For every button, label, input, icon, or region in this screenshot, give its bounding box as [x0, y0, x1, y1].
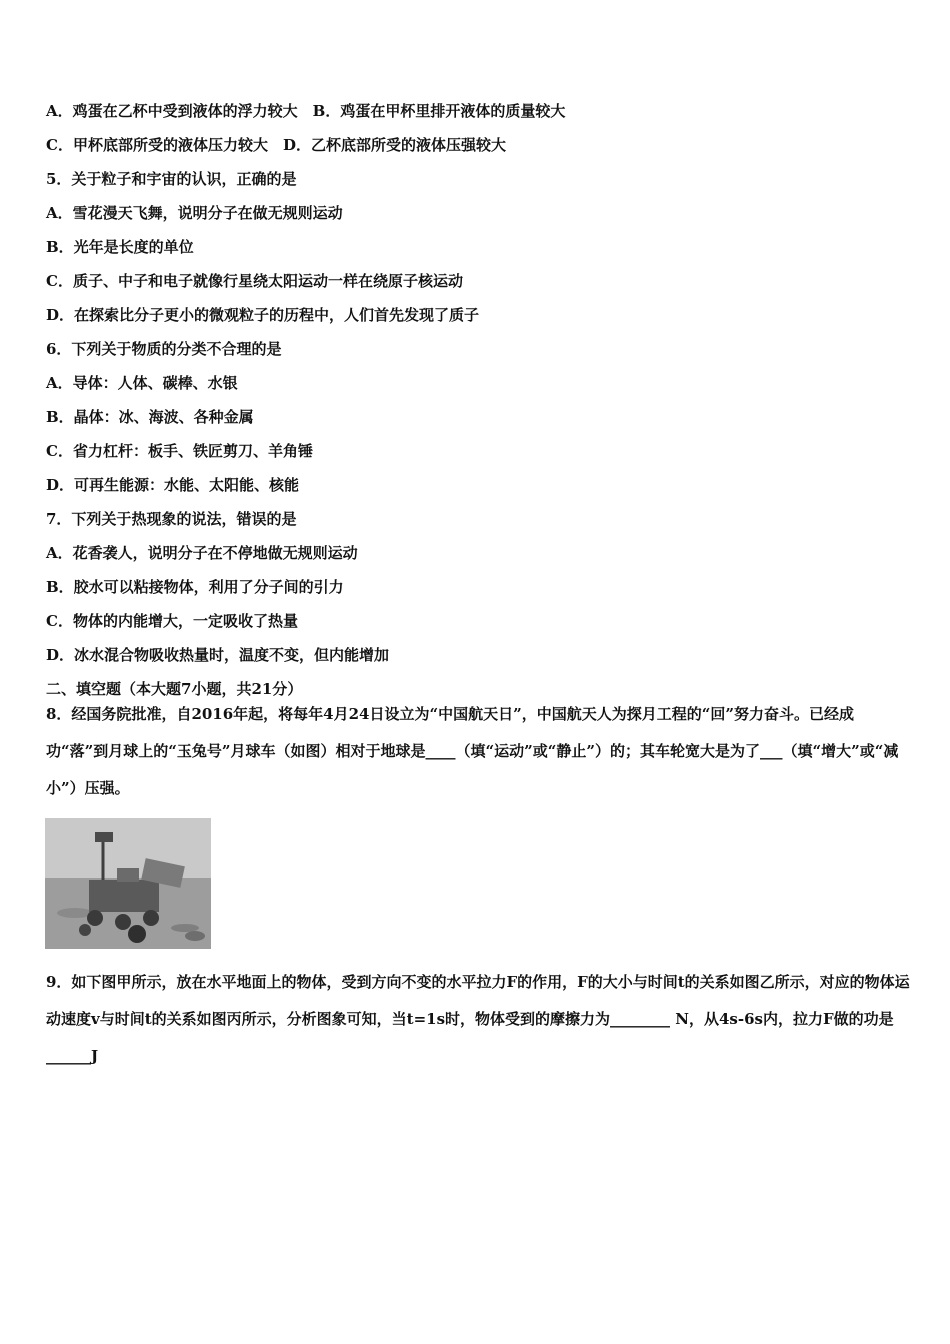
q7-option-c: C．物体的内能增大，一定吸收了热量: [46, 612, 298, 630]
q6-stem: 6．下列关于物质的分类不合理的是: [46, 340, 282, 358]
q4-options-line-2: C．甲杯底部所受的液体压力较大 D．乙杯底部所受的液体压强较大: [46, 136, 506, 154]
rover-photo: [45, 818, 211, 949]
section-heading: 二、填空题（本大题7小题，共21分）: [46, 680, 303, 698]
q7-option-b: B．胶水可以粘接物体，利用了分子间的引力: [46, 578, 344, 596]
q5-option-c: C．质子、中子和电子就像行星绕太阳运动一样在绕原子核运动: [46, 272, 463, 290]
q7-option-d: D．冰水混合物吸收热量时，温度不变，但内能增加: [46, 646, 390, 664]
q7-stem: 7．下列关于热现象的说法，错误的是: [46, 510, 297, 528]
q8-text: 8．经国务院批准，自2016年起，将每年4月24日设立为“中国航天日”，中国航天人为探月工程的“回”努力奋斗。已经成功“落”到月球上的“玉兔号”月球车（如图）相对于地球是____（填“运动”或“静止”）的；其车轮宽大是为了___（填“增大”或“减小”）压强。: [46, 705, 899, 797]
q4-options-line-1: A．鸡蛋在乙杯中受到液体的浮力较大 B．鸡蛋在甲杯里排开液体的质量较大: [46, 102, 566, 120]
q5-stem: 5．关于粒子和宇宙的认识，正确的是: [46, 170, 297, 188]
yutu-rover-image: [45, 818, 211, 949]
q6-option-a: A．导体：人体、碳棒、水银: [46, 374, 238, 392]
q9-text: 9．如下图甲所示，放在水平地面上的物体，受到方向不变的水平拉力F的作用，F的大小与时间t的关系如图乙所示，对应的物体运动速度v与时间t的关系如图丙所示，分析图象可知，当t=1s时，物体受到的摩擦力为________ N，从4s-6s内，拉力F做的功是______J: [46, 973, 910, 1065]
q5-option-a: A．雪花漫天飞舞，说明分子在做无规则运动: [46, 204, 343, 222]
q7-option-a: A．花香袭人，说明分子在不停地做无规则运动: [46, 544, 358, 562]
q6-option-d: D．可再生能源：水能、太阳能、核能: [46, 476, 300, 494]
q6-option-c: C．省力杠杆：板手、铁匠剪刀、羊角锤: [46, 442, 313, 460]
q5-option-b: B．光年是长度的单位: [46, 238, 194, 256]
q6-option-b: B．晶体：冰、海波、各种金属: [46, 408, 254, 426]
q5-option-d: D．在探索比分子更小的微观粒子的历程中，人们首先发现了质子: [46, 306, 480, 324]
